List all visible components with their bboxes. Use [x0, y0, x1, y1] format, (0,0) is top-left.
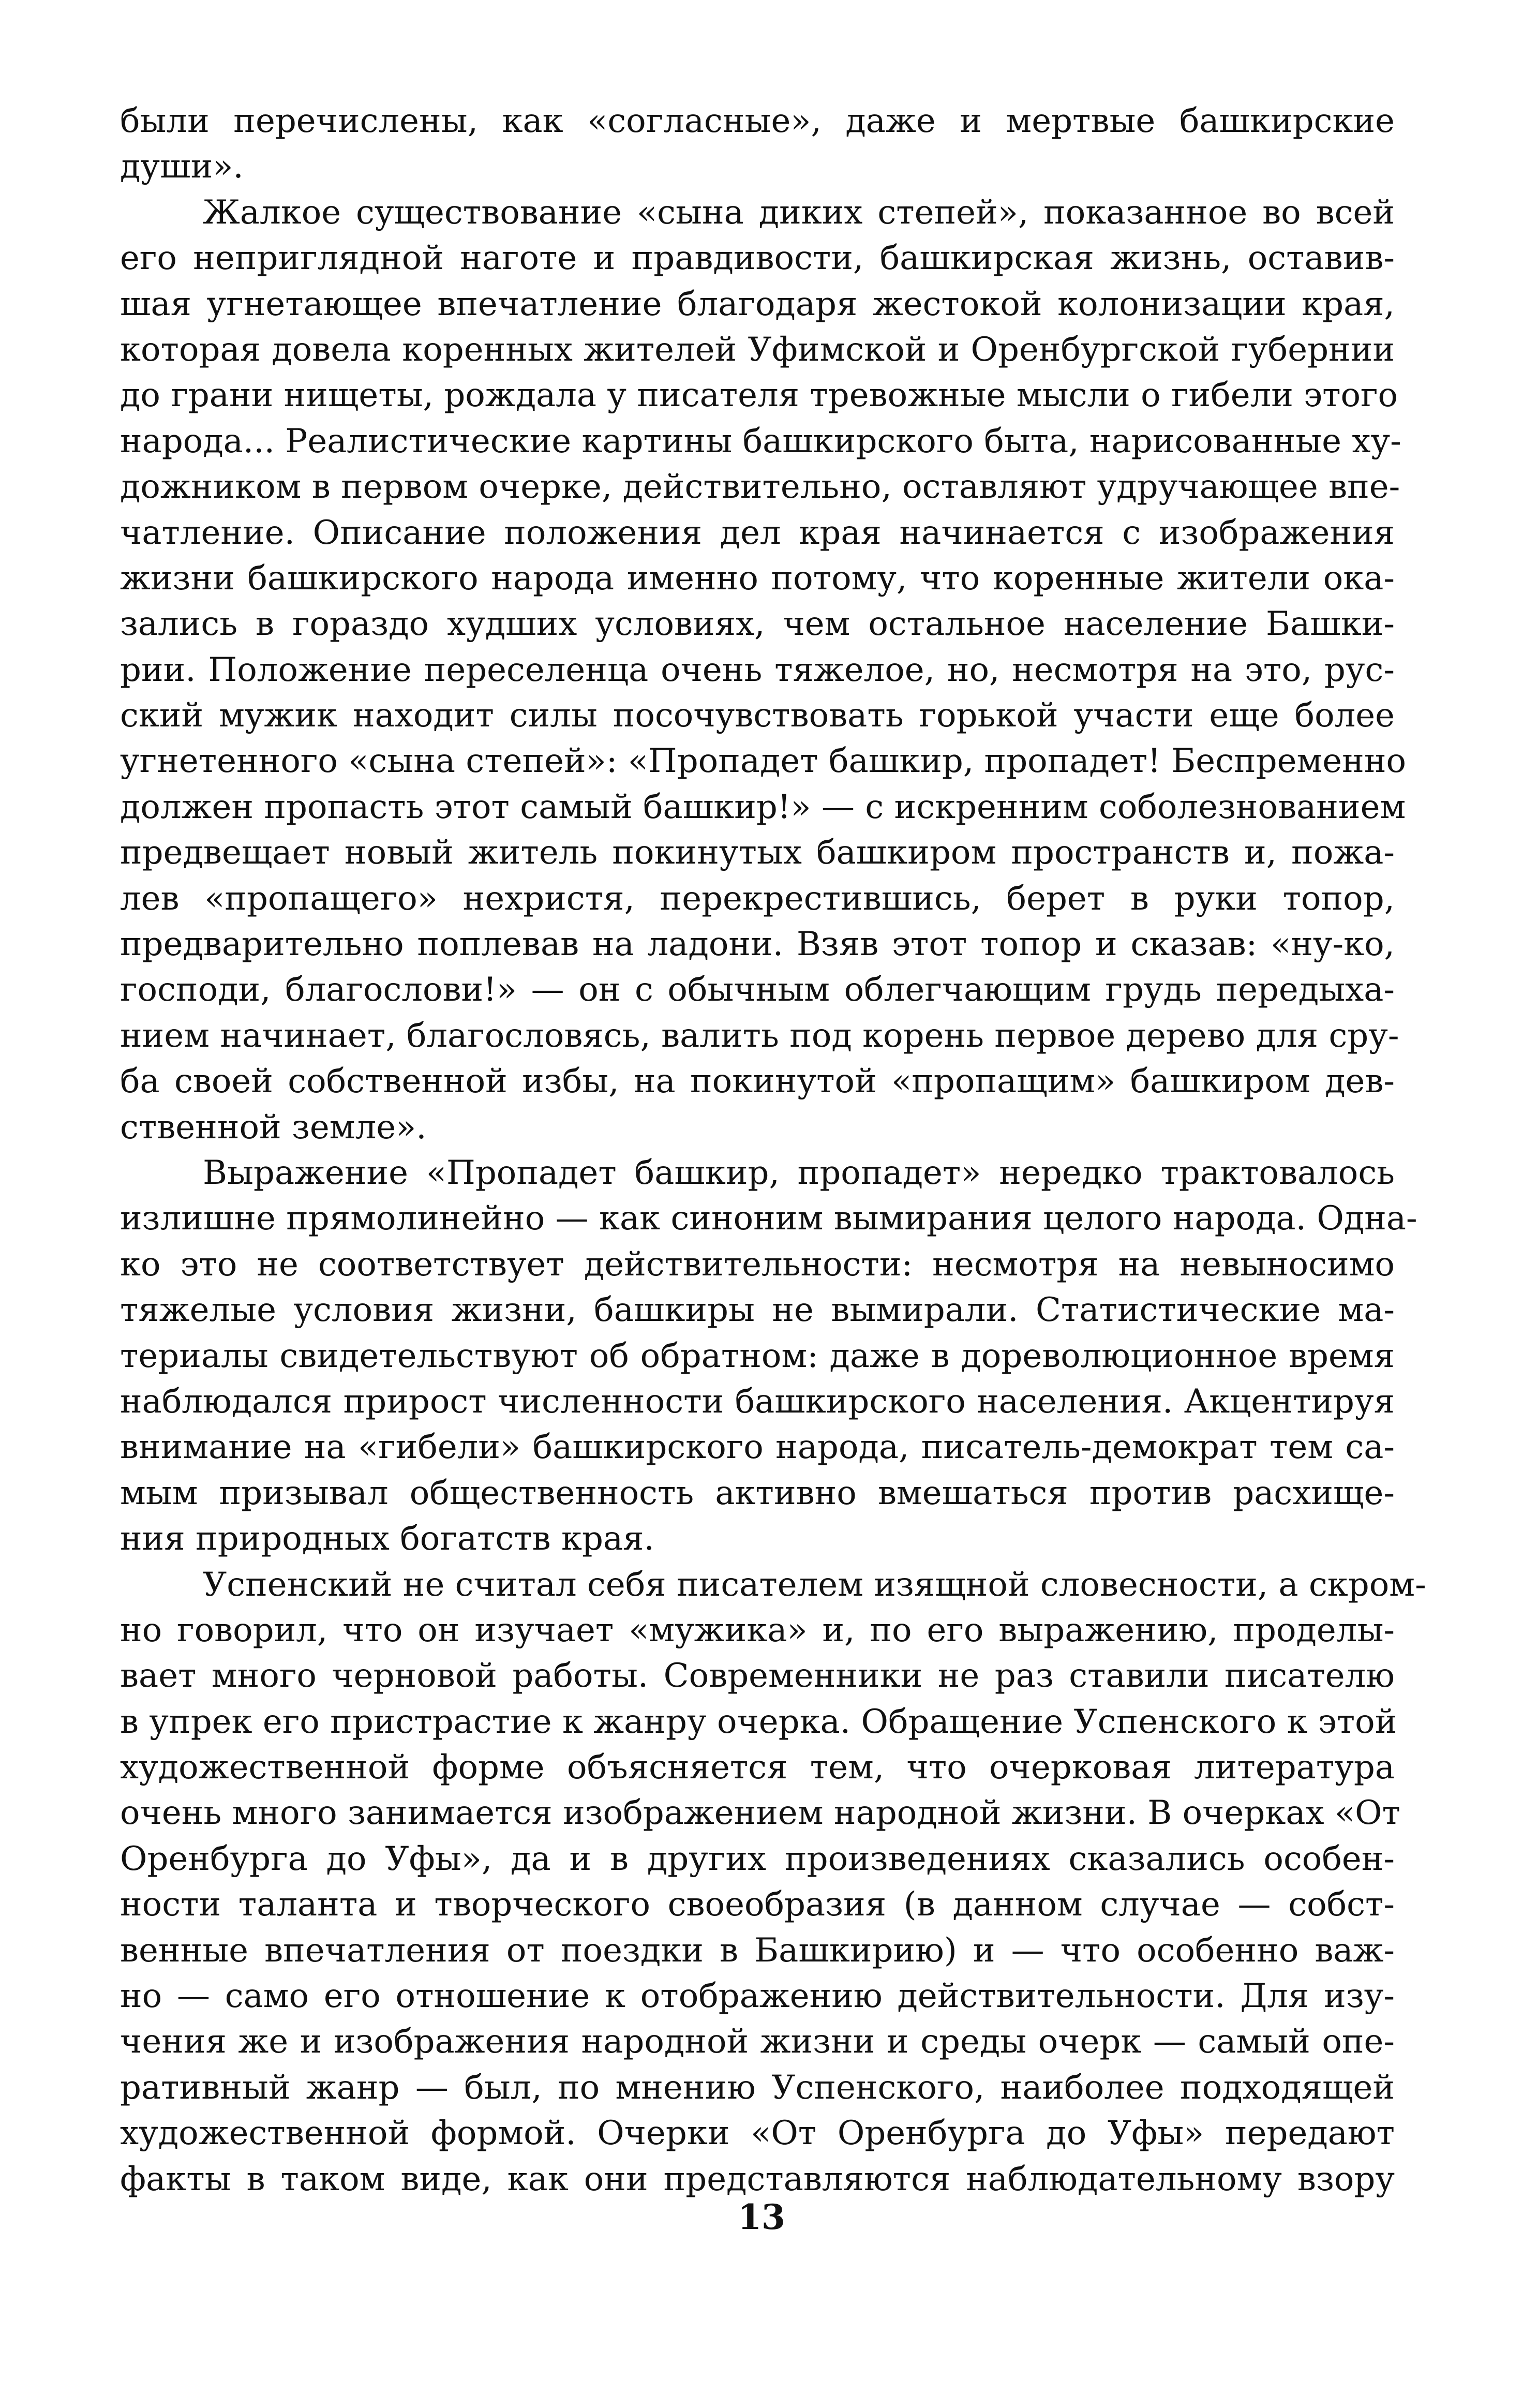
text-line: художественной формой. Очерки «От Оренбурга до Уфы» передают: [120, 2114, 1395, 2153]
text-line: ности таланта и творческого своеобразия (в данном случае — собст-: [120, 1885, 1395, 1924]
text-line: угнетенного «сына степей»: «Пропадет башкир, пропадет! Беспременно: [120, 742, 1406, 781]
text-line: в упрек его пристрастие к жанру очерка. Обращение Успенского к этой: [120, 1702, 1397, 1741]
text-line: до грани нищеты, рождала у писателя тревожные мысли о гибели этого: [120, 376, 1398, 415]
text-line: ба своей собственной избы, на покинутой «пропащим» башкиром дев-: [120, 1062, 1395, 1101]
text-line: ративный жанр — был, по мнению Успенского, наиболее подходящей: [120, 2068, 1395, 2107]
text-line: ко это не соответствует действительности: несмотря на невыносимо: [120, 1245, 1395, 1284]
page-number: 13: [738, 2197, 785, 2237]
text-line: дожником в первом очерке, действительно, оставляют удручающее впе-: [120, 468, 1400, 507]
text-line: были перечислены, как «согласные», даже и мертвые башкирские: [120, 102, 1395, 140]
body-text: [120, 98, 1426, 2202]
text-line: зались в гораздо худших условиях, чем остальное население Башки-: [120, 605, 1395, 644]
text-line: жизни башкирского народа именно потому, что коренные жители ока-: [120, 559, 1395, 598]
text-line: венные впечатления от поездки в Башкирию) и — что особенно важ-: [120, 1931, 1395, 1970]
text-line: ский мужик находит силы посочувствовать горькой участи еще более: [120, 696, 1395, 735]
text-line: внимание на «гибели» башкирского народа, писатель-демократ тем са-: [120, 1428, 1395, 1467]
text-line: Оренбурга до Уфы», да и в других произведениях сказались особен-: [120, 1839, 1395, 1878]
text-line: очень много занимается изображением народной жизни. В очерках «От: [120, 1794, 1400, 1833]
text-line: предварительно поплевав на ладони. Взяв этот топор и сказав: «ну-ко,: [120, 925, 1395, 964]
text-line: но говорил, что он изучает «мужика» и, по его выражению, проделы-: [120, 1611, 1395, 1649]
text-line: факты в таком виде, как они представляются наблюдательному взору: [120, 2160, 1395, 2198]
text-line: нием начинает, благословясь, валить под корень первое дерево для сру-: [120, 1016, 1399, 1055]
text-line: которая довела коренных жителей Уфимской и Оренбургской губернии: [120, 330, 1395, 369]
text-line: тяжелые условия жизни, башкиры не вымирали. Статистические ма-: [120, 1291, 1395, 1330]
text-line: рии. Положение переселенца очень тяжелое, но, несмотря на это, рус-: [120, 650, 1395, 689]
text-line: чатление. Описание положения дел края начинается с изображения: [120, 513, 1395, 552]
text-line: господи, благослови!» — он с обычным облегчающим грудь передыха-: [120, 971, 1395, 1009]
text-line: излишне прямолинейно — как синоним вымирания целого народа. Одна-: [120, 1199, 1417, 1238]
text-line: Выражение «Пропадет башкир, пропадет» нередко трактовалось: [203, 1153, 1395, 1192]
text-line: териалы свидетельствуют об обратном: даже в дореволюционное время: [120, 1336, 1395, 1375]
text-line: наблюдался прирост численности башкирского населения. Акцентируя: [120, 1382, 1395, 1421]
text-line: шая угнетающее впечатление благодаря жестокой колонизации края,: [120, 285, 1395, 323]
text-line: должен пропасть этот самый башкир!» — с искренним соболезнованием: [120, 787, 1406, 826]
text-line: чения же и изображения народной жизни и среды очерк — самый опе-: [120, 2023, 1395, 2061]
text-line: ния природных богатств края.: [120, 1520, 654, 1558]
text-line: Успенский не считал себя писателем изящной словесности, а скром-: [203, 1565, 1426, 1604]
text-line: Жалкое существование «сына диких степей», показанное во всей: [203, 193, 1395, 232]
text-line: лев «пропащего» нехристя, перекрестившись, берет в руки топор,: [120, 879, 1395, 918]
text-line: души».: [120, 147, 244, 186]
text-line: ственной земле».: [120, 1108, 427, 1147]
text-line: художественной форме объясняется тем, что очерковая литература: [120, 1748, 1395, 1787]
text-line: его неприглядной наготе и правдивости, башкирская жизнь, оставив-: [120, 239, 1395, 278]
text-line: предвещает новый житель покинутых башкиром пространств и, пожа-: [120, 834, 1395, 872]
text-line: народа... Реалистические картины башкирского быта, нарисованные ху-: [120, 422, 1401, 460]
text-line: вает много черновой работы. Современники не раз ставили писателю: [120, 1657, 1395, 1696]
text-line: мым призывал общественность активно вмешаться против расхище-: [120, 1474, 1395, 1512]
text-line: но — само его отношение к отображению действительности. Для изу-: [120, 1977, 1395, 2016]
